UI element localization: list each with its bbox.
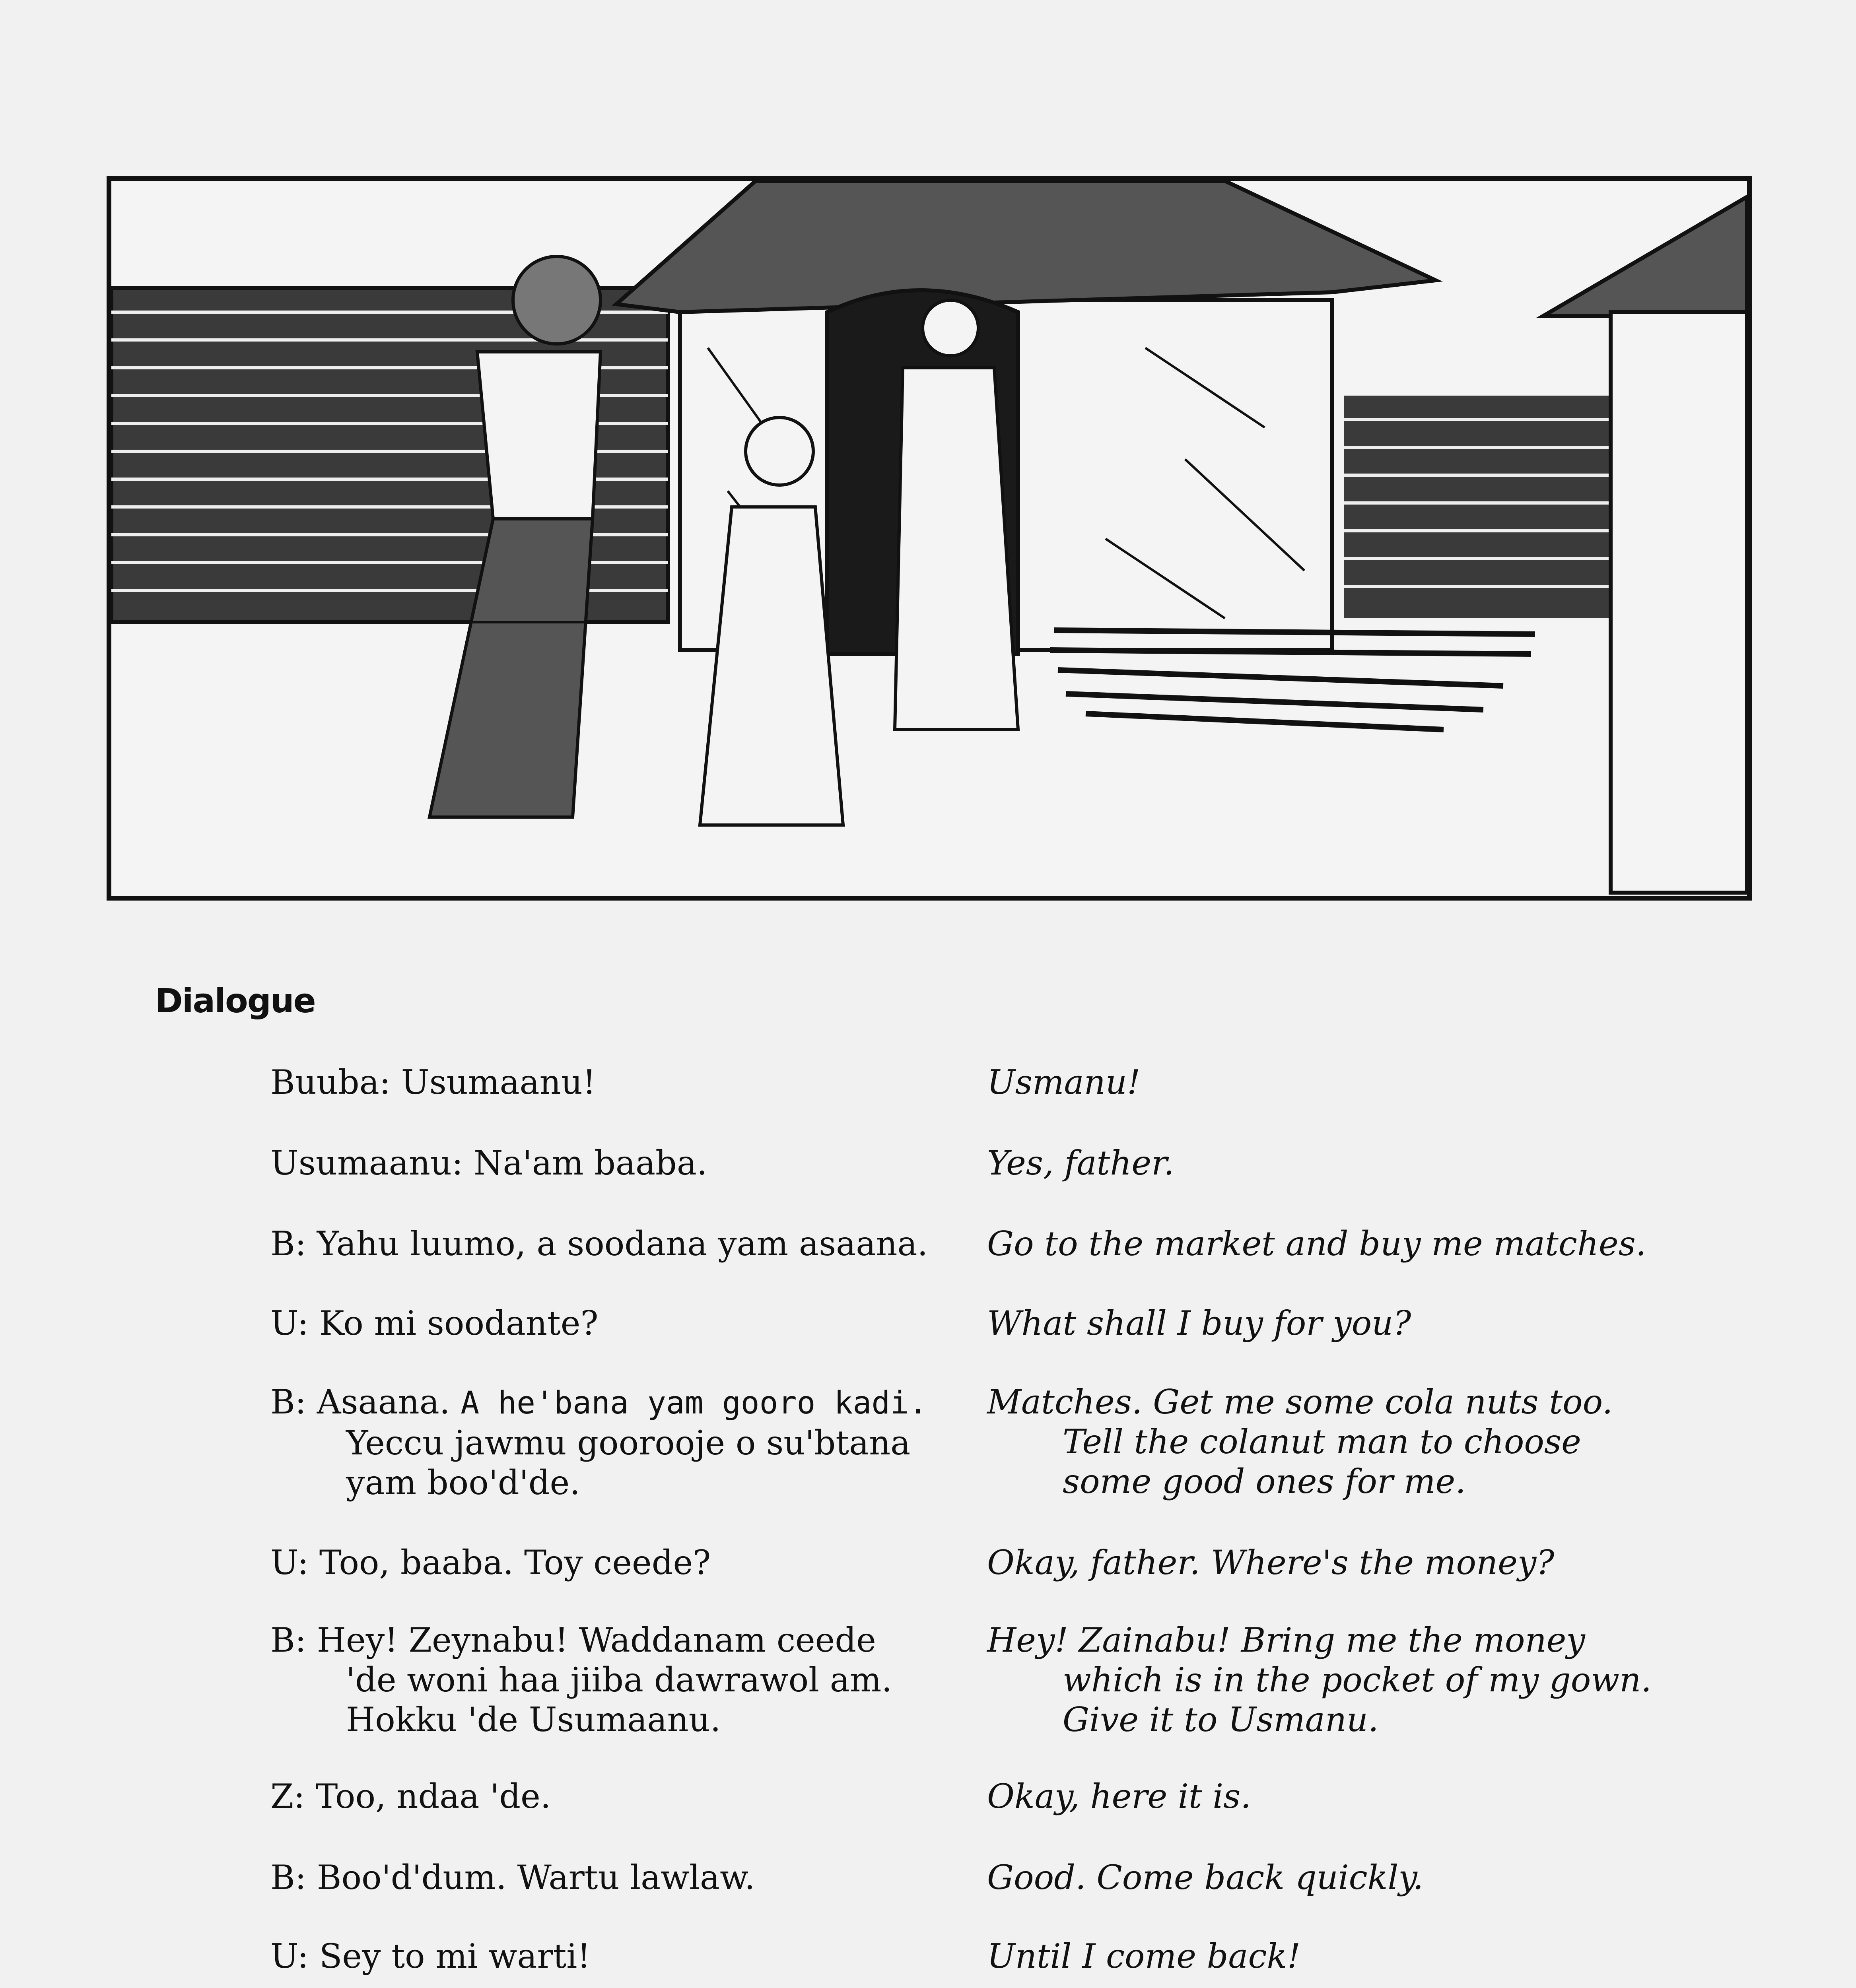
speaker: U: bbox=[270, 1543, 309, 1582]
fulfulde-continuation: yam boo'd'de. bbox=[346, 1463, 580, 1502]
fulfulde-text: Ko mi soodante? bbox=[319, 1304, 599, 1343]
fulfulde-continuation: 'de woni haa jiiba dawrawol am. bbox=[346, 1660, 892, 1699]
english-line-2: Yes, father. bbox=[987, 1143, 1174, 1182]
english-line-5 bbox=[987, 1382, 1613, 1501]
fulfulde-line-7 bbox=[270, 1620, 892, 1740]
fulfulde-text: Too, baaba. Toy ceede? bbox=[319, 1543, 711, 1582]
english-line-4: What shall I buy for you? bbox=[987, 1304, 1411, 1343]
english-line-10: Until I come back! bbox=[987, 1937, 1301, 1976]
fulfulde-line-8 bbox=[270, 1776, 551, 1816]
fulfulde-line-10 bbox=[270, 1936, 591, 1976]
fulfulde-line-4 bbox=[270, 1303, 599, 1343]
english-line-6: Okay, father. Where's the money? bbox=[987, 1543, 1555, 1582]
fulfulde-text: Yahu luumo, a soodana yam asaana. bbox=[317, 1224, 928, 1263]
english-continuation: which is in the pocket of my gown. bbox=[1063, 1660, 1652, 1699]
fulfulde-line-6 bbox=[270, 1543, 711, 1582]
speaker: Usumaanu: bbox=[270, 1143, 463, 1182]
speaker: B: bbox=[270, 1382, 307, 1421]
speaker: B: bbox=[270, 1858, 307, 1897]
woven-fence-right bbox=[1344, 396, 1631, 618]
english-line-7 bbox=[987, 1620, 1652, 1740]
speaker: Buuba: bbox=[270, 1063, 391, 1102]
speaker: U: bbox=[270, 1304, 309, 1343]
english-continuation: Tell the colanut man to choose bbox=[1063, 1422, 1581, 1461]
fulfulde-line-2 bbox=[270, 1143, 707, 1183]
speaker: B: bbox=[270, 1224, 307, 1263]
fulfulde-text-typed: A he'bana yam gooro kadi. bbox=[461, 1385, 928, 1421]
fulfulde-line-3 bbox=[270, 1224, 928, 1264]
english-line-1: Usmanu! bbox=[987, 1063, 1141, 1102]
speaker: U: bbox=[270, 1937, 309, 1976]
english-text: Matches. Get me some cola nuts too. bbox=[987, 1382, 1613, 1421]
fulfulde-continuation: Yeccu jawmu goorooje o su'btana bbox=[346, 1423, 911, 1462]
english-text: Hey! Zainabu! Bring me the money bbox=[987, 1621, 1585, 1660]
speaker: Z: bbox=[270, 1777, 305, 1816]
english-continuation: some good ones for me. bbox=[1063, 1462, 1466, 1501]
fulfulde-text: Too, ndaa 'de. bbox=[315, 1777, 551, 1816]
fulfulde-line-5 bbox=[270, 1382, 927, 1503]
fulfulde-text: Na'am baaba. bbox=[474, 1143, 707, 1182]
english-continuation: Give it to Usmanu. bbox=[1063, 1700, 1379, 1739]
fulfulde-text: Usumaanu! bbox=[401, 1063, 596, 1102]
fulfulde-line-9 bbox=[270, 1858, 755, 1897]
village-compound-illustration bbox=[111, 181, 1747, 896]
section-heading: Dialogue bbox=[155, 981, 315, 1020]
english-line-3: Go to the market and buy me matches. bbox=[987, 1224, 1646, 1263]
fulfulde-continuation: Hokku 'de Usumaanu. bbox=[346, 1700, 721, 1739]
fulfulde-text: Asaana. bbox=[317, 1382, 450, 1421]
fulfulde-text: Sey to mi warti! bbox=[319, 1937, 591, 1976]
speaker: B: bbox=[270, 1621, 307, 1660]
english-line-9: Good. Come back quickly. bbox=[987, 1858, 1424, 1897]
illustration-frame bbox=[107, 176, 1752, 901]
fulfulde-text: Boo'd'dum. Wartu lawlaw. bbox=[317, 1858, 755, 1897]
english-line-8: Okay, here it is. bbox=[987, 1777, 1251, 1816]
fulfulde-line-1 bbox=[270, 1062, 596, 1102]
fulfulde-text: Hey! Zeynabu! Waddanam ceede bbox=[317, 1621, 876, 1660]
